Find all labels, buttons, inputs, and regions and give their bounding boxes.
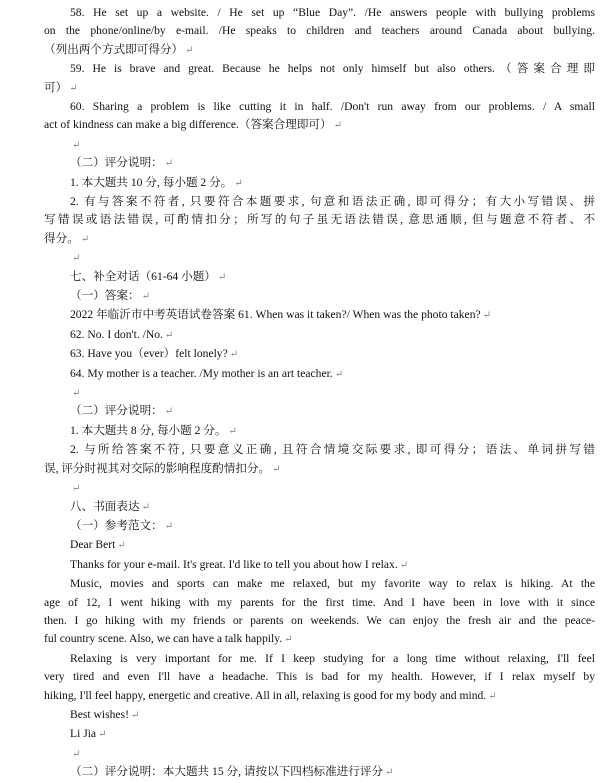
text-line	[44, 556, 595, 575]
paragraph-mark-icon: ↵	[228, 425, 237, 437]
line-text: Dear Bert	[70, 538, 116, 552]
paragraph-mark-icon: ↵	[272, 463, 281, 475]
paragraph-mark-icon: ↵	[217, 271, 227, 283]
paragraph-mark-icon: ↵	[164, 158, 174, 170]
line-text: on the phone/online/by e-mail. /He speaks to children and teachers around Canada about bullying.	[44, 24, 595, 38]
line-text: 2. 有与答案不符者, 只要符合本题要求, 句意和语法正确, 即可得分；有大小写错误、拼	[70, 195, 595, 209]
line-text: age of 12, I went hiking with my parents for the first time. And I have been in love with it since	[44, 595, 595, 609]
line-text: ful country scene. Also, we can have a talk happily.	[44, 632, 283, 646]
line-text: 写错误或语法错误, 可酌情扣分；所写的句子虽无语法错误, 意思通顺, 但与题意不符者、不	[44, 213, 595, 227]
text-line	[44, 154, 595, 173]
line-text: Thanks for your e-mail. It's great. I'd like to tell you about how I relax.	[70, 557, 398, 571]
text-line	[44, 268, 595, 287]
paragraph-mark-icon: ↵	[72, 483, 81, 495]
text-line	[44, 230, 595, 249]
empty-line	[44, 136, 595, 154]
text-line	[44, 116, 595, 135]
text-line	[44, 174, 595, 193]
text-line	[44, 594, 595, 612]
line-text: 七、补全对话（61-64 小题）	[70, 269, 216, 283]
line-text: 可）	[44, 80, 68, 94]
paragraph-mark-icon: ↵	[399, 559, 409, 571]
paragraph-mark-icon: ↵	[117, 540, 126, 552]
text-line	[44, 668, 595, 686]
line-text: very tired and even I'll have a headache. This is bad for my health. However, if I relax myself by	[44, 670, 595, 684]
paragraph-mark-icon: ↵	[185, 44, 194, 56]
paragraph-mark-icon: ↵	[164, 520, 174, 532]
line-text: 64. My mother is a teacher. /My mother is an art teacher.	[70, 366, 333, 380]
empty-line	[44, 745, 595, 763]
line-text: then. I go hiking with my friends or parents on weekends. We can enjoy the fresh air and the peace-	[44, 613, 595, 627]
text-line	[44, 79, 595, 98]
line-text: 误, 评分时视其对交际的影响程度酌情扣分。	[44, 461, 271, 475]
text-line	[44, 575, 595, 593]
paragraph-mark-icon: ↵	[284, 634, 293, 646]
text-line	[44, 22, 595, 40]
text-line	[44, 365, 595, 384]
text-line	[44, 306, 595, 325]
line-text: （一）答案：	[70, 289, 140, 303]
empty-line	[44, 479, 595, 497]
text-line	[44, 287, 595, 306]
paragraph-mark-icon: ↵	[130, 709, 140, 721]
text-line	[44, 402, 595, 421]
text-line	[44, 422, 595, 441]
line-text: （二）评分说明：	[70, 404, 163, 418]
paragraph-mark-icon: ↵	[72, 748, 81, 760]
line-text: 62. No. I don't. /No.	[70, 327, 163, 341]
text-line	[44, 326, 595, 345]
paragraph-mark-icon: ↵	[69, 82, 78, 94]
paragraph-mark-icon: ↵	[141, 501, 150, 513]
paragraph-mark-icon: ↵	[385, 767, 394, 779]
line-text: 58. He set up a website. / He set up “Blue Day”. /He answers people with bullying problems	[70, 6, 595, 19]
text-line	[44, 536, 595, 555]
text-line	[44, 4, 595, 22]
paragraph-mark-icon: ↵	[333, 120, 343, 132]
paragraph-mark-icon: ↵	[164, 329, 174, 341]
text-line	[44, 725, 595, 744]
paragraph-mark-icon: ↵	[80, 233, 90, 245]
text-line	[44, 460, 595, 479]
text-line	[44, 345, 595, 364]
line-text: Relaxing is very important for me. If I keep studying for a long time without relaxing, I'll feel	[70, 651, 595, 665]
text-line	[44, 517, 595, 536]
line-text: hiking, I'll feel happy, energetic and creative. All in all, relaxing is good for my body and mind.	[44, 688, 487, 702]
paragraph-mark-icon: ↵	[482, 310, 492, 322]
line-text: （二）评分说明：	[70, 156, 163, 170]
text-line	[44, 193, 595, 211]
line-text: 1. 本大题共 8 分, 每小题 2 分。	[70, 423, 227, 437]
text-line	[44, 630, 595, 649]
paragraph-mark-icon: ↵	[141, 291, 150, 303]
paragraph-mark-icon: ↵	[98, 729, 107, 741]
text-line	[44, 98, 595, 116]
paragraph-mark-icon: ↵	[488, 690, 497, 702]
line-text: Li Jia	[70, 727, 97, 741]
line-text: Music, movies and sports can make me relaxed, but my favorite way to relax is hiking. At the	[70, 577, 595, 591]
paragraph-mark-icon: ↵	[72, 139, 81, 151]
line-text: （列出两个方式即可得分）	[44, 42, 184, 56]
text-line	[44, 211, 595, 229]
text-line	[44, 763, 595, 782]
line-text: 2022 年临沂市中考英语试卷答案 61. When was it taken?/ When was the photo taken?	[70, 308, 481, 322]
line-text: act of kindness can make a big difference.（答案合理即可）	[44, 118, 332, 132]
line-text: 得分。	[44, 231, 79, 245]
text-line	[44, 41, 595, 60]
line-text: 60. Sharing a problem is like cutting it in half. /Don't run away from our problems. / A small	[70, 100, 595, 114]
paragraph-mark-icon: ↵	[72, 388, 81, 400]
text-line	[44, 498, 595, 517]
paragraph-mark-icon: ↵	[334, 368, 344, 380]
paragraph-mark-icon: ↵	[72, 253, 81, 265]
line-text: （一）参考范文：	[70, 518, 163, 532]
paragraph-mark-icon: ↵	[164, 406, 174, 418]
text-line	[44, 650, 595, 668]
text-line	[44, 441, 595, 459]
line-text: 八、书面表达	[70, 499, 140, 513]
line-text: 1. 本大题共 10 分, 每小题 2 分。	[70, 175, 233, 189]
line-text: Best wishes!	[70, 707, 129, 721]
text-line	[44, 612, 595, 630]
line-text: 59. He is brave and great. Because he helps not only himself but also others.（答案合理即	[70, 62, 595, 76]
line-text: 2. 与所给答案不符, 只要意义正确, 且符合情境交际要求, 即可得分；语法、单词拼写错	[70, 443, 595, 457]
empty-line	[44, 249, 595, 267]
text-line	[44, 706, 595, 725]
answer-text-body	[44, 4, 595, 783]
line-text: 63. Have you（ever）felt lonely?	[70, 347, 228, 361]
text-line	[44, 687, 595, 706]
text-line	[44, 60, 595, 78]
paragraph-mark-icon: ↵	[229, 349, 239, 361]
line-text: （二）评分说明：本大题共 15 分, 请按以下四档标准进行评分	[70, 765, 384, 779]
empty-line	[44, 384, 595, 402]
paragraph-mark-icon: ↵	[234, 177, 243, 189]
